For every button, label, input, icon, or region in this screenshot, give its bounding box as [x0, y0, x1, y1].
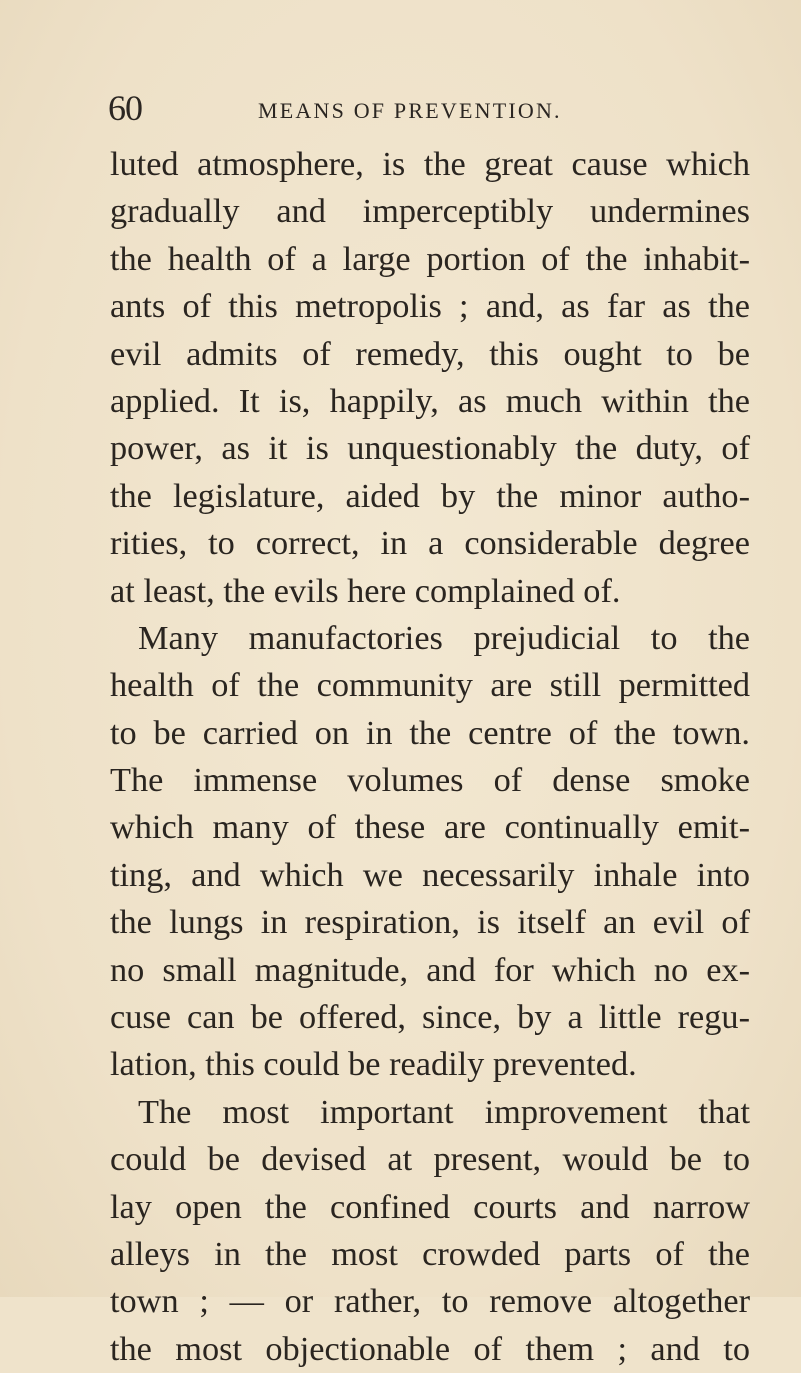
text-line: which many of these are continually emit- [110, 808, 750, 847]
text-line: town ; — or rather, to remove altogether [110, 1282, 750, 1321]
text-line: cuse can be offered, since, by a little regu- [110, 998, 750, 1037]
text-line: power, as it is unquestionably the duty, of [110, 429, 750, 468]
text-line: the most objectionable of them ; and to [110, 1329, 750, 1368]
text-line: ting, and which we necessarily inhale into [110, 855, 750, 894]
text-line: to be carried on in the centre of the town. [110, 713, 750, 752]
text-line: lation, this could be readily prevented. [110, 1045, 637, 1084]
text-line: evil admits of remedy, this ought to be [110, 334, 750, 373]
text-line: no small magnitude, and for which no ex- [110, 950, 750, 989]
text-line: the health of a large portion of the inhabit- [110, 239, 750, 278]
running-head: MEANS OF PREVENTION. [258, 98, 562, 123]
text-line: gradually and imperceptibly undermines [110, 192, 750, 231]
text-line: could be devised at present, would be to [110, 1140, 750, 1179]
text-line: at least, the evils here complained of. [110, 571, 621, 610]
text-line: The immense volumes of dense smoke [110, 761, 750, 800]
text-line: rities, to correct, in a considerable degree [110, 524, 750, 563]
text-line: luted atmosphere, is the great cause which [110, 145, 750, 183]
body-text [110, 141, 750, 1373]
text-line: the legislature, aided by the minor autho- [110, 476, 750, 515]
text-line: the lungs in respiration, is itself an evil of [110, 903, 750, 942]
text-line: alleys in the most crowded parts of the [110, 1234, 750, 1273]
text-line: lay open the confined courts and narrow [110, 1187, 750, 1226]
text-line: health of the community are still permitted [110, 666, 750, 705]
page-number: 60 [108, 88, 142, 128]
text-line: applied. It is, happily, as much within the [110, 381, 750, 420]
page-header [108, 88, 748, 128]
text-line: Many manufactories prejudicial to the [138, 618, 750, 657]
text-line: ants of this metropolis ; and, as far as the [110, 287, 750, 326]
text-line: The most important improvement that [138, 1092, 750, 1131]
